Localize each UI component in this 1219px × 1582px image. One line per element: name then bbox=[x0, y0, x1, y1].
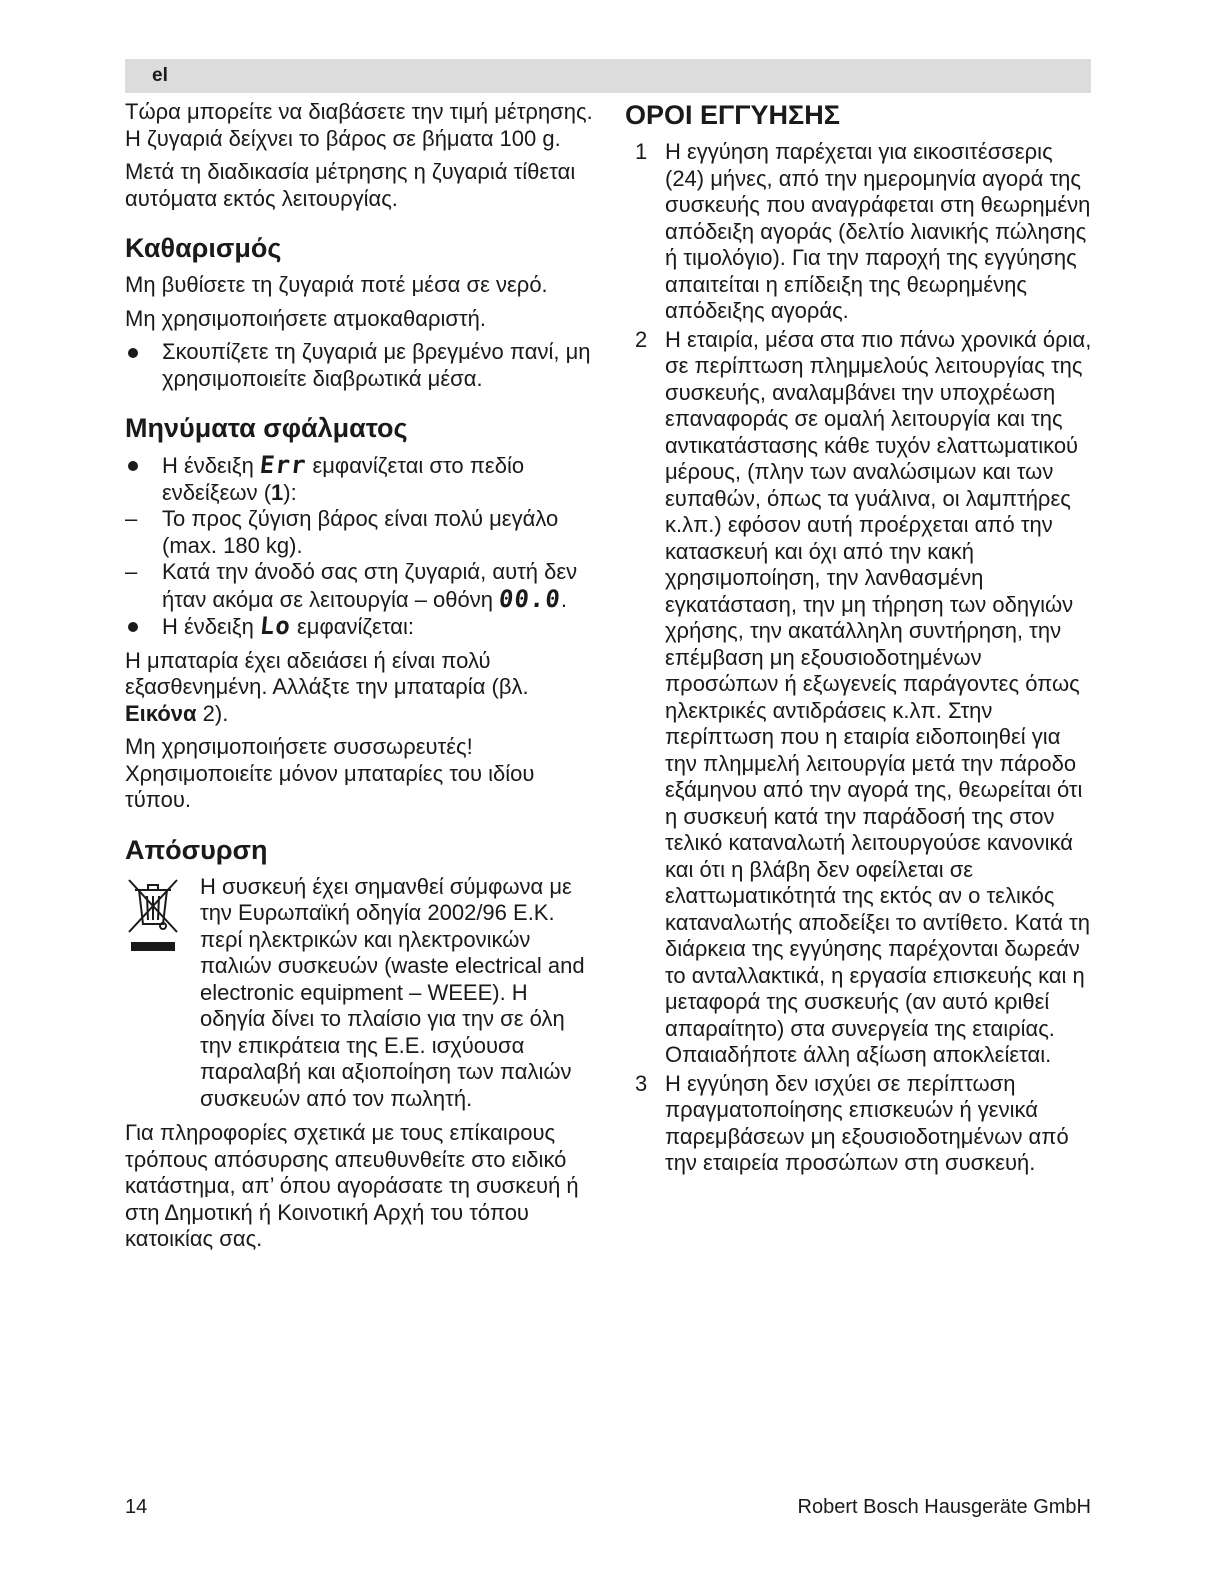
term-number: 3 bbox=[635, 1070, 648, 1096]
left-column bbox=[125, 99, 595, 1260]
cleaning-list bbox=[125, 339, 595, 392]
error-lo-item: Η ένδειξη Lo εμφανίζεται: bbox=[125, 613, 595, 641]
term-number: 2 bbox=[635, 326, 648, 352]
warranty-heading: ΟΡΟΙ ΕΓΓΥΗΣΗΣ bbox=[625, 100, 840, 130]
term-number: 1 bbox=[635, 139, 648, 164]
bullet-icon bbox=[128, 348, 138, 358]
term-text: Η εγγύηση δεν ισχύει σε περίπτωση πραγματοποίησης επισκευών ή γενικά παρεμβάσεων μη εξουσιοδοτημένων από την εταιρεία προσώπων στη συσκευή. bbox=[665, 1070, 1069, 1175]
disposal-block bbox=[125, 874, 595, 1113]
error-cause-2: – Κατά την άνοδό σας στη ζυγαριά, αυτή δεν ήταν ακόμα σε λειτουργία – οθόνη 00.0. bbox=[125, 559, 578, 613]
bullet-icon bbox=[128, 461, 138, 471]
errors-heading: Μηνύματα σφάλματος bbox=[125, 413, 408, 443]
cleaning-paragraph-1: Μη βυθίσετε τη ζυγαριά ποτέ μέσα σε νερό. bbox=[125, 272, 548, 297]
battery-paragraph: Η μπαταρία έχει αδειάσει ή είναι πολύ εξασθενημένη. Αλλάξτε την μπαταρία (βλ. Εικόνα 2). bbox=[125, 647, 529, 726]
bullet-icon bbox=[128, 622, 138, 632]
term-text: Η εταιρία, μέσα στα πιο πάνω χρονικά όρια, σε περίπτωση πλημμελούς λειτουργίας της συσκευής, αναλαμβάνει την υποχρέωση επαναφοράς σε ομαλή λειτουργία και της αντικατάστασης κάθε τυχόν ελαττωματικού μέρους, (πλην των αναλώσιμων και των ευπαθών, όπως τα γυάλινα, οι λαμπτήρες κ.λπ.) εφόσον αυτή προέρχεται από την κατασκευή και όχι από την κακή χρησιμοποίηση, την λανθασμένη εγκατάσταση, την μη τήρηση των οδηγιών χρήσης, την ακατάλληλη συντήρηση, την επέμβαση μη εξουσιοδοτημένων προσώπων ή εξωγενείς παράγοντες όπως ηλεκτρικές αντιδράσεις κ.λπ. Στην περίπτωση που η εταιρία ειδοποιηθεί για την πλημμελή λειτουργία μετά την πάροδο εξάμηνου από την αγορά της, θεωρείται ότι η συσκευή κατά την παράδοσή της στον τελικό καταναλωτή λειτουργούσε κανονικά και ότι η βλάβη δεν οφείλεται σε ελαττωματικότητά της εκτός αν ο τελικός καταναλωτής αποδείξει το αντίθετο. Κατά τη διάρκεια της εγγύησης παρέχονται δωρεάν το ανταλλακτικά, η εργασία επισκευής και η μεταφορά της συσκευής (αν αυτό κριθεί απαραίτητο) στα συνεργεία της εταιρίας. Οπαιαδήποτε άλλη αξίωση αποκλείεται. bbox=[665, 326, 1092, 1067]
error-cause-1: – Το προς ζύγιση βάρος είναι πολύ μεγάλο (max. 180 kg). bbox=[125, 506, 559, 558]
crossed-out-bin-icon bbox=[125, 876, 181, 956]
err-display-symbol: Err bbox=[258, 451, 308, 479]
cleaning-bullet-text: Σκουπίζετε τη ζυγαριά με βρεγμένο πανί, μη χρησιμοποιείτε διαβρωτικά μέσα. bbox=[162, 339, 591, 391]
errors-list bbox=[125, 452, 595, 641]
intro-paragraph-1: Τώρα μπορείτε να διαβάσετε την τιμή μέτρησης. Η ζυγαριά δείχνει το βάρος σε βήματα 100 g. bbox=[125, 99, 593, 151]
right-column bbox=[625, 99, 1095, 1179]
language-code: el bbox=[152, 65, 168, 86]
lo-display-symbol: Lo bbox=[258, 612, 293, 640]
figure-ref-label: Εικόνα bbox=[125, 700, 197, 726]
figure-ref-1: 1 bbox=[271, 479, 284, 505]
dash-icon: – bbox=[125, 506, 138, 531]
intro-paragraph-2: Μετά τη διαδικασία μέτρησης η ζυγαριά τίθεται αυτόματα εκτός λειτουργίας. bbox=[125, 159, 576, 211]
page-number: 14 bbox=[125, 1496, 148, 1518]
company-name: Robert Bosch Hausgeräte GmbH bbox=[797, 1496, 1091, 1518]
cleaning-bullet-item bbox=[125, 339, 595, 392]
disposal-info-paragraph: Για πληροφορίες σχετικά με τους επίκαιρους τρόπους απόσυρσης απευθυνθείτε στο ειδικό κατάστημα, απ’ όπου αγοράσατε τη συσκευή ή στη Δημοτική ή Κοινοτική Αρχή του τόπου κατοικίας σας. bbox=[125, 1120, 579, 1251]
cleaning-heading: Καθαρισμός bbox=[125, 233, 282, 263]
weee-paragraph: Η συσκευή έχει σημανθεί σύμφωνα με την Ευρωπαϊκή οδηγία 2002/96 Ε.Κ. περί ηλεκτρικών και ηλεκτρονικών παλιών συσκευών (waste electrical and electronic equipment – WEEE). Η οδηγία δίνει το πλαίσιο για την σε όλη την επικράτεια της Ε.Ε. ισχύουσα παραλαβή και αξιοποίηση των παλιών συσκευών από τον πωλητή. bbox=[200, 873, 585, 1111]
warranty-term bbox=[625, 139, 1095, 325]
battery-warning-paragraph: Μη χρησιμοποιήσετε συσσωρευτές! Χρησιμοποιείτε μόνον μπαταρίες του ιδίου τύπου. bbox=[125, 734, 535, 812]
error-err-item: Η ένδειξη Err εμφανίζεται στο πεδίο ενδείξεων (1): bbox=[125, 452, 595, 506]
warranty-term bbox=[625, 1071, 1095, 1177]
cleaning-paragraph-2: Μη χρησιμοποιήσετε ατμοκαθαριστή. bbox=[125, 305, 487, 331]
zero-display-symbol: 00.0 bbox=[497, 584, 563, 613]
warranty-term bbox=[625, 327, 1095, 1069]
disposal-heading: Απόσυρση bbox=[125, 834, 268, 865]
term-text: Η εγγύηση παρέχεται για εικοσιτέσσερις (24) μήνες, από την ημερομηνία αγορά της συσκευής που αναγράφεται στη θεωρημένη απόδειξη αγοράς (δελτίο λιανικής πώλησης ή τιμολόγιο). Για την παροχή της εγγύησης απαιτείται η επίδειξη της θεωρημένης απόδειξης αγοράς. bbox=[665, 139, 1091, 323]
dash-icon: – bbox=[125, 559, 138, 584]
language-header-bar bbox=[125, 59, 1091, 93]
warranty-terms-list bbox=[625, 139, 1095, 1177]
